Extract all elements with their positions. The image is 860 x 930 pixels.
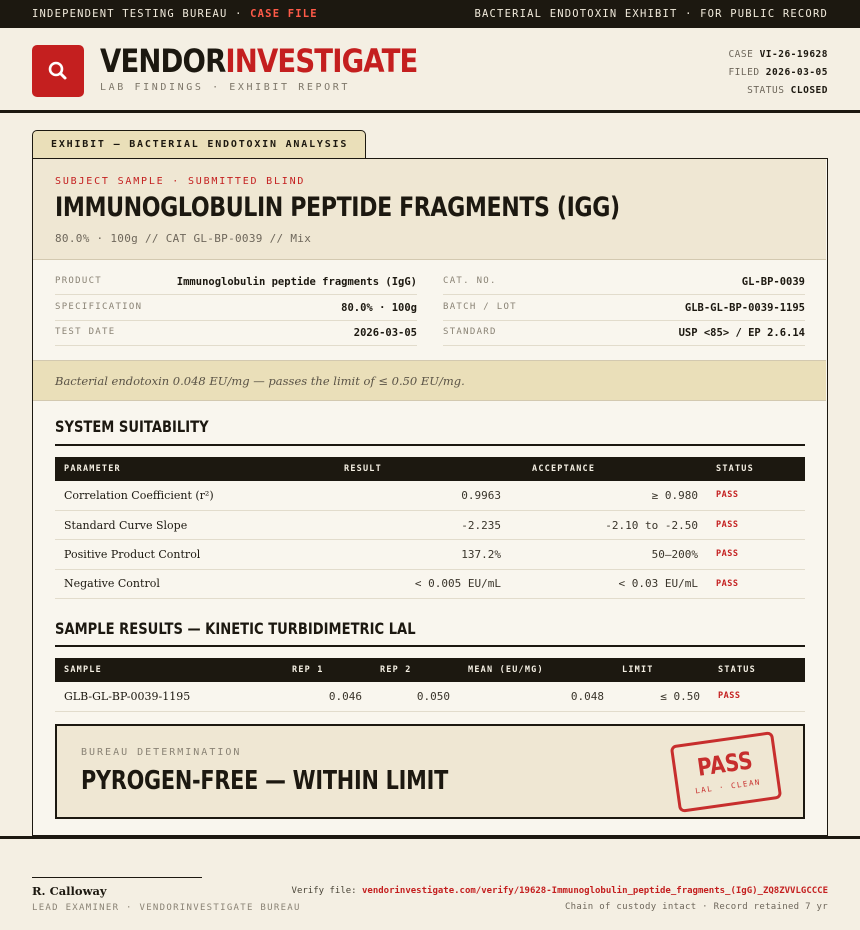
status-label: STATUS (747, 85, 785, 96)
table-row (55, 510, 805, 539)
status-cell: PASS (707, 540, 805, 569)
summary-banner (33, 360, 826, 401)
suitability-heading: SYSTEM SUITABILITY (55, 417, 209, 436)
filed-label: FILED (728, 67, 760, 78)
exhibit-tab (32, 130, 366, 159)
fact-label: TEST DATE (55, 327, 116, 337)
rep1-cell: 0.046 (283, 682, 371, 711)
result-cell: 0.9963 (335, 481, 510, 510)
table-header-row (55, 457, 805, 481)
table-row (55, 481, 805, 510)
column-header: SAMPLE (64, 665, 102, 675)
status-cell: PASS (707, 569, 805, 598)
mean-cell: 0.048 (459, 682, 613, 711)
brand-subtitle: LAB FINDINGS · EXHIBIT REPORT (100, 82, 350, 93)
fact-value: 80.0% · 100g (341, 302, 417, 314)
table-header-row (55, 658, 805, 682)
limit-cell: ≤ 0.50 (613, 682, 709, 711)
case-label: CASE (728, 49, 754, 60)
result-cell: 137.2% (335, 540, 510, 569)
parameter-cell: Standard Curve Slope (55, 510, 335, 539)
results-heading: SAMPLE RESULTS — KINETIC TURBIDIMETRIC LAL (55, 619, 416, 638)
status-cell: PASS (707, 481, 805, 510)
pass-stamp (670, 731, 782, 813)
status-cell: PASS (709, 682, 805, 711)
verify-label: Verify file: (291, 886, 357, 896)
fact-batch (443, 296, 805, 321)
column-header: REP 1 (292, 665, 324, 675)
fact-value: Immunoglobulin peptide fragments (IgG) (176, 276, 417, 288)
magnifier-icon (32, 45, 84, 97)
bureau-determination (55, 724, 805, 819)
acceptance-cell: -2.10 to -2.50 (510, 510, 707, 539)
fact-cat-no (443, 270, 805, 295)
exhibit-panel (32, 158, 828, 836)
signature-line (32, 877, 202, 878)
top-bar (0, 0, 860, 28)
status-value: CLOSED (790, 85, 828, 96)
fact-label: SPECIFICATION (55, 302, 143, 312)
brand-part-vendor: VENDOR (100, 42, 226, 80)
fact-specification (55, 296, 417, 321)
sample-cell: GLB-GL-BP-0039-1195 (55, 682, 283, 711)
determination-label: BUREAU DETERMINATION (81, 747, 242, 758)
column-header: PARAMETER (64, 464, 121, 474)
status-cell: PASS (707, 510, 805, 539)
fact-value: GL-BP-0039 (741, 276, 805, 288)
fact-standard (443, 321, 805, 346)
table-row (55, 569, 805, 598)
column-header: REP 2 (380, 665, 412, 675)
column-header: LIMIT (622, 665, 654, 675)
bureau-label (32, 8, 318, 20)
stamp-main-text: PASS (695, 746, 755, 782)
result-cell: < 0.005 EU/mL (335, 569, 510, 598)
table-row (55, 682, 805, 711)
column-header: RESULT (344, 464, 382, 474)
verify-line (292, 886, 828, 896)
acceptance-cell: < 0.03 EU/mL (510, 569, 707, 598)
examiner-role: LEAD EXAMINER · VENDORINVESTIGATE BUREAU (32, 903, 301, 913)
verify-link[interactable]: vendorinvestigate.com/verify/19628-Immunoglobulin_peptide_fragments_(IgG)_ZQ8ZVVLGCCCE (362, 886, 828, 896)
results-table (55, 658, 805, 712)
subject-subline: 80.0% · 100g // CAT GL-BP-0039 // Mix (55, 232, 312, 245)
fact-product (55, 270, 417, 295)
parameter-cell: Correlation Coefficient (r²) (55, 481, 335, 510)
filed-date: 2026-03-05 (765, 67, 828, 78)
fact-value: GLB-GL-BP-0039-1195 (684, 302, 805, 314)
subject-title: IMMUNOGLOBULIN PEPTIDE FRAGMENTS (IGG) (55, 192, 620, 223)
logo (32, 45, 84, 97)
exhibit-tab-label: EXHIBIT — BACTERIAL ENDOTOXIN ANALYSIS (51, 139, 349, 150)
acceptance-cell: 50–200% (510, 540, 707, 569)
exhibit-banner: BACTERIAL ENDOTOXIN EXHIBIT · FOR PUBLIC RECORD (474, 8, 828, 20)
acceptance-cell: ≥ 0.980 (510, 481, 707, 510)
result-cell: -2.235 (335, 510, 510, 539)
table-row (55, 540, 805, 569)
bureau-name: INDEPENDENT TESTING BUREAU · (32, 8, 251, 20)
fact-label: BATCH / LOT (443, 302, 517, 312)
determination-value: PYROGEN-FREE — WITHIN LIMIT (81, 766, 449, 796)
case-meta (728, 46, 828, 100)
suitability-rule (55, 444, 805, 446)
case-file-label: CASE FILE (250, 8, 318, 20)
column-header: MEAN (EU/MG) (468, 665, 544, 675)
fact-test-date (55, 321, 417, 346)
fact-label: STANDARD (443, 327, 497, 337)
fact-label: PRODUCT (55, 276, 103, 286)
results-rule (55, 645, 805, 647)
brand-part-investigate: INVESTIGATE (225, 42, 418, 80)
rep2-cell: 0.050 (371, 682, 459, 711)
stamp-sub-text: LAL · CLEAN (694, 777, 762, 796)
fact-value: 2026-03-05 (353, 327, 417, 339)
column-header: STATUS (716, 464, 754, 474)
footer-divider (0, 836, 860, 839)
parameter-cell: Negative Control (55, 569, 335, 598)
header-divider (0, 110, 860, 113)
parameter-cell: Positive Product Control (55, 540, 335, 569)
case-number: VI-26-19628 (759, 49, 828, 60)
suitability-table (55, 457, 805, 599)
summary-text: Bacterial endotoxin 0.048 EU/mg — passes the limit of ≤ 0.50 EU/mg. (55, 374, 465, 388)
custody-note: Chain of custody intact · Record retained 7 yr (564, 902, 828, 912)
column-header: ACCEPTANCE (532, 464, 596, 474)
fact-value: USP <85> / EP 2.6.14 (678, 327, 805, 339)
subject-kicker: SUBJECT SAMPLE · SUBMITTED BLIND (55, 176, 306, 187)
subject-header (33, 159, 826, 260)
fact-label: CAT. NO. (443, 276, 497, 286)
brand-name (100, 42, 417, 80)
examiner-name: R. Calloway (32, 884, 107, 898)
column-header: STATUS (718, 665, 756, 675)
